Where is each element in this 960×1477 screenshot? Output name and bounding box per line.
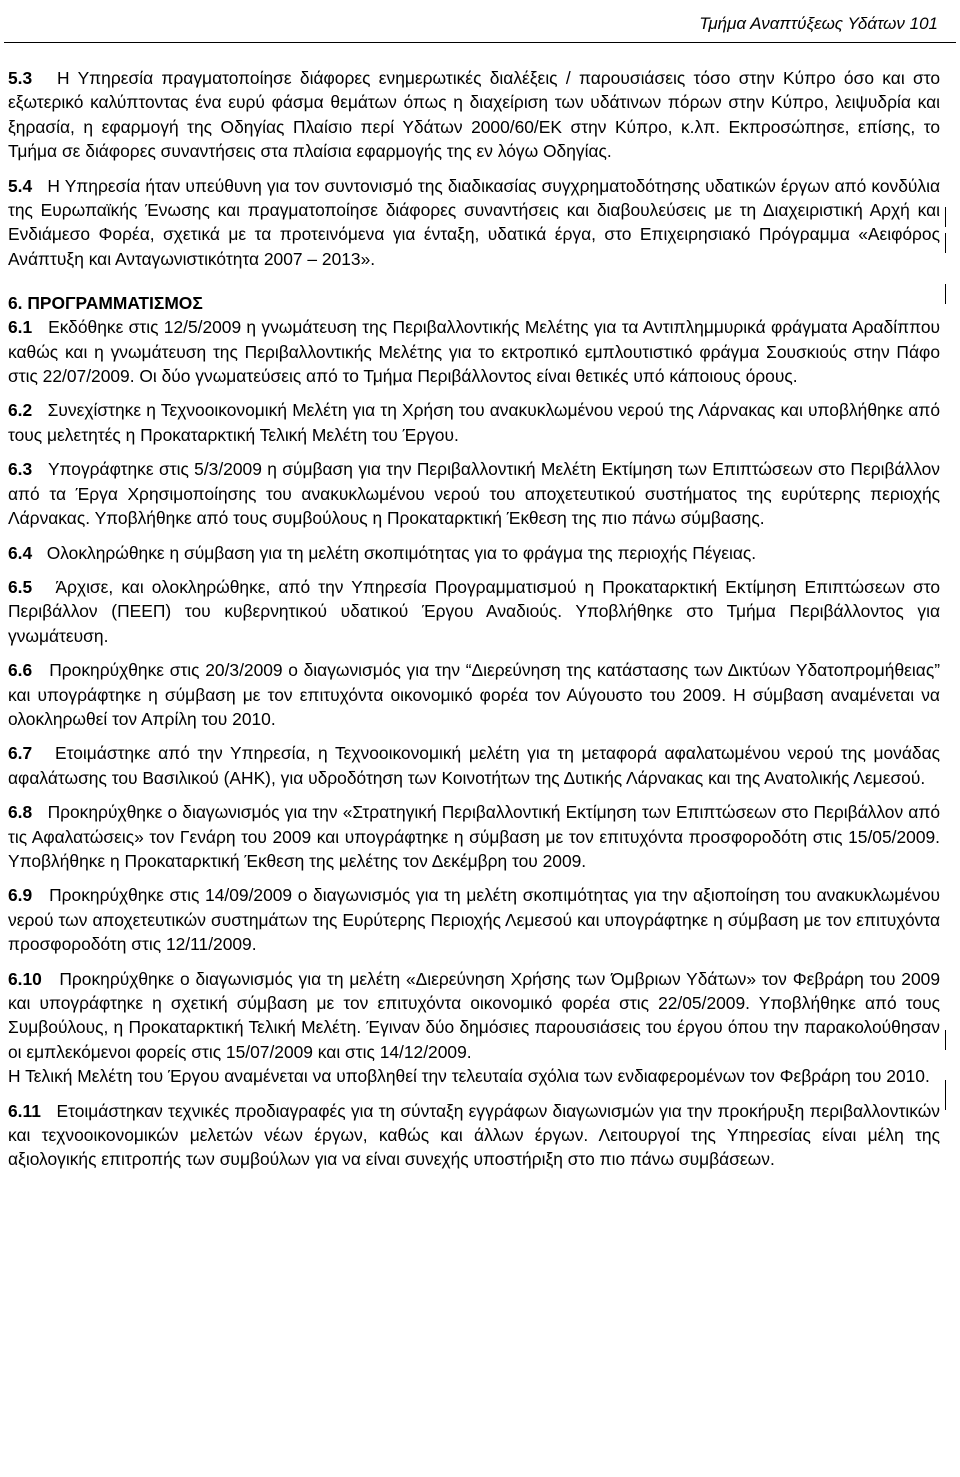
- item-number: 6.6: [8, 660, 33, 681]
- item-text: Προκηρύχθηκε στις 20/3/2009 ο διαγωνισμός για την “Διερεύνηση της κατάστασης των Δικτύων Υδατοπρομήθειας” και υπογράφτηκε η σύμβαση με τον επιτυχόντα οικονομικό φορέα τον Αύγουστο του 2009. Η σύμβαση αναμένεται να ολοκληρωθεί τον Απρίλη του 2010.: [8, 660, 940, 729]
- item-text: Άρχισε, και ολοκληρώθηκε, από την Υπηρεσία Προγραμματισμού η Προκαταρκτική Εκτίμηση Επιπτώσεων στο Περιβάλλον (ΠΕΕΠ) του κυβερνητικού υδατικού Έργου Αναδιούς. Υποβλήθηκε στο Τμήμα Περιβάλλοντος για γνωμάτευση.: [8, 576, 940, 646]
- item-text: Ετοιμάστηκε από την Υπηρεσία, η Τεχνοοικονομική μελέτη για τη μεταφορά αφαλατωμένου νερού της μονάδας αφαλάτωσης του Βασιλικού (ΑΗΚ), για υδροδότηση των Κοινοτήτων της Δυτικής Λάρνακας και της Ανατολικής Λεμεσού.: [8, 743, 941, 788]
- section-number: 5.3: [8, 68, 33, 88]
- item-extra-text: Η Τελική Μελέτη του Έργου αναμένεται να υποβληθεί την τελευταία σχόλια των ενδιαφερομένων τον Φεβράρη του 2010.: [8, 1066, 930, 1087]
- item-6-10-extra: [8, 1064, 940, 1088]
- change-bar: [945, 233, 946, 253]
- item-number: 6.7: [8, 743, 33, 764]
- section-5-3: [8, 66, 940, 164]
- item-number: 6.11: [8, 1100, 41, 1121]
- header-title: Τμήμα Αναπτύξεως Υδάτων: [699, 14, 905, 33]
- item-number: 6.8: [8, 802, 33, 823]
- item-text: Προκηρύχθηκε ο διαγωνισμός για την «Στρατηγική Περιβαλλοντική Εκτίμηση των Επιπτώσεων στο Περιβάλλον από τις Αφαλατώσεις» τον Γενάρη του 2009 και υπογράφτηκε η σύμβαση με τον επιτυχόντα προσφοροδότη στις 15/05/2009. Υποβλήθηκε η Προκαταρκτική Έκθεση της μελέτης τον Δεκέμβρη του 2009.: [8, 802, 940, 871]
- item-6-3: [8, 457, 940, 530]
- page-number: 101: [909, 14, 938, 33]
- item-6-7: [8, 741, 940, 790]
- item-number: 6.2: [8, 400, 33, 421]
- item-text: Εκδόθηκε στις 12/5/2009 η γνωμάτευση της Περιβαλλοντικής Μελέτης για τα Αντιπλημμυρικά φράγματα Αραδίππου καθώς και η γνωμάτευση της Περιβαλλοντικής Μελέτης για το εκτροπικό εμπλουτιστικό φράγμα Σουσκιούς στην Πάφο στις 22/07/2009. Οι δύο γνωματεύσεις από το Τμήμα Περιβάλλοντος είναι θετικές υπό κάποιους όρους.: [8, 317, 940, 387]
- item-number: 6.3: [8, 459, 33, 480]
- page-header: [699, 14, 938, 34]
- item-6-8: [8, 800, 940, 873]
- section-text: Η Υπηρεσία ήταν υπεύθυνη για τον συντονισμό της διαδικασίας συγχρηματοδότησης υδατικών έργων από κονδύλια της Ευρωπαϊκής Ένωσης και πραγματοποίησε διάφορες συναντήσεις και διαβουλεύσεις με τη Διαχειριστική Αρχή και Ενδιάμεσο Φορέα, σχετικά με τα προτεινόμενα για ένταξη, υδατικά έργα, στο Επιχειρησιακό Πρόγραμμα «Αειφόρος Ανάπτυξη και Ανταγωνιστικότητα 2007 – 2013».: [8, 175, 941, 269]
- change-bar: [945, 1030, 946, 1050]
- item-6-4: [8, 541, 940, 565]
- item-6-10: [8, 967, 940, 1065]
- item-number: 6.1: [8, 317, 33, 338]
- item-text: Ετοιμάστηκαν τεχνικές προδιαγραφές για τη σύνταξη εγγράφων διαγωνισμών για την προκήρυξη περιβαλλοντικών και τεχνοοικονομικών μελετών νέων έργων, καθώς και άλλων έργων. Λειτουργοί της Υπηρεσίας είναι μέλη της αξιολογικής επιτροπής των συμβούλων για να είναι συνεχής υποστήριξη στο πιο πάνω συμβάσεων.: [8, 1100, 940, 1170]
- item-text: Προκηρύχθηκε στις 14/09/2009 ο διαγωνισμός για τη μελέτη σκοπιμότητας για την αξιοποίηση του ανακυκλωμένου νερού των αποχετευτικών συστημάτων της Ευρύτερης Περιοχής Λεμεσού και υπογράφτηκε η σύμβαση με τον επιτυχόντα προσφοροδότη στις 12/11/2009.: [8, 885, 940, 955]
- section-number: 5.4: [8, 175, 33, 196]
- item-6-11: [8, 1099, 940, 1172]
- item-6-5: [8, 575, 940, 648]
- item-6-9: [8, 883, 940, 956]
- change-bar: [945, 284, 946, 304]
- change-bar: [945, 1080, 946, 1110]
- item-text: Ολοκληρώθηκε η σύμβαση για τη μελέτη σκοπιμότητας για το φράγμα της περιοχής Πέγειας.: [46, 542, 757, 563]
- item-6-1: [8, 315, 940, 388]
- section-5-4: [8, 174, 940, 272]
- header-rule: [4, 42, 956, 43]
- section-text: Η Υπηρεσία πραγματοποίησε διάφορες ενημερωτικές διαλέξεις / παρουσιάσεις τόσο στην Κύπρο όσο και στο εξωτερικό καλύπτοντας ένα ευρύ φάσμα θεμάτων όπως η διαχείριση των υδάτινων πόρων στην Κύπρο, λειψυδρία και ξηρασία, η εφαρμογή της Οδηγίας Πλαίσιο περί Υδάτων 2000/60/ΕΚ στην Κύπρο, κ.λπ. Εκπροσώπησε, επίσης, το Τμήμα σε διάφορες συναντήσεις στα πλαίσια εφαρμογής της εν λόγω Οδηγίας.: [8, 68, 941, 162]
- change-bar: [945, 207, 946, 227]
- item-number: 6.9: [8, 885, 33, 906]
- item-6-2: [8, 398, 940, 447]
- item-6-6: [8, 658, 940, 731]
- item-number: 6.4: [8, 542, 33, 563]
- document-body: [8, 66, 940, 1182]
- item-number: 6.5: [8, 576, 33, 597]
- item-text: Υπογράφτηκε στις 5/3/2009 η σύμβαση για την Περιβαλλοντική Μελέτη Εκτίμηση των Επιπτώσεων στο Περιβάλλον από τα Έργα Χρησιμοποίησης του ανακυκλωμένου νερού του αποχετευτικού συστήματος της ευρύτερης περιοχής Λάρνακας. Υποβλήθηκε από τους συμβούλους η Προκαταρκτική Έκθεση της πιο πάνω σύμβασης.: [8, 459, 941, 529]
- item-text: Συνεχίστηκε η Τεχνοοικονομική Μελέτη για τη Χρήση του ανακυκλωμένου νερού της Λάρνακας και υποβλήθηκε από τους μελετητές η Προκαταρκτική Τελική Μελέτη του Έργου.: [8, 400, 940, 445]
- item-number: 6.10: [8, 968, 42, 989]
- section-heading: 6. ΠΡΟΓΡΑΜΜΑΤΙΣΜΟΣ: [8, 293, 203, 314]
- item-text: Προκηρύχθηκε ο διαγωνισμός για τη μελέτη «Διερεύνηση Χρήσης των Όμβριων Υδάτων» τον Φεβράρη του 2009 και υπογράφτηκε η σχετική σύμβαση με τον επιτυχόντα οικονομικό φορέα στις 22/05/2009. Υποβλήθηκε από τους Συμβούλους, η Προκαταρκτική Τελική Μελέτη. Έγιναν δύο δημόσιες παρουσιάσεις του έργου όπου την παρακολούθησαν οι εμπλεκόμενοι φορείς στις 15/07/2009 και στις 14/12/2009.: [8, 968, 940, 1062]
